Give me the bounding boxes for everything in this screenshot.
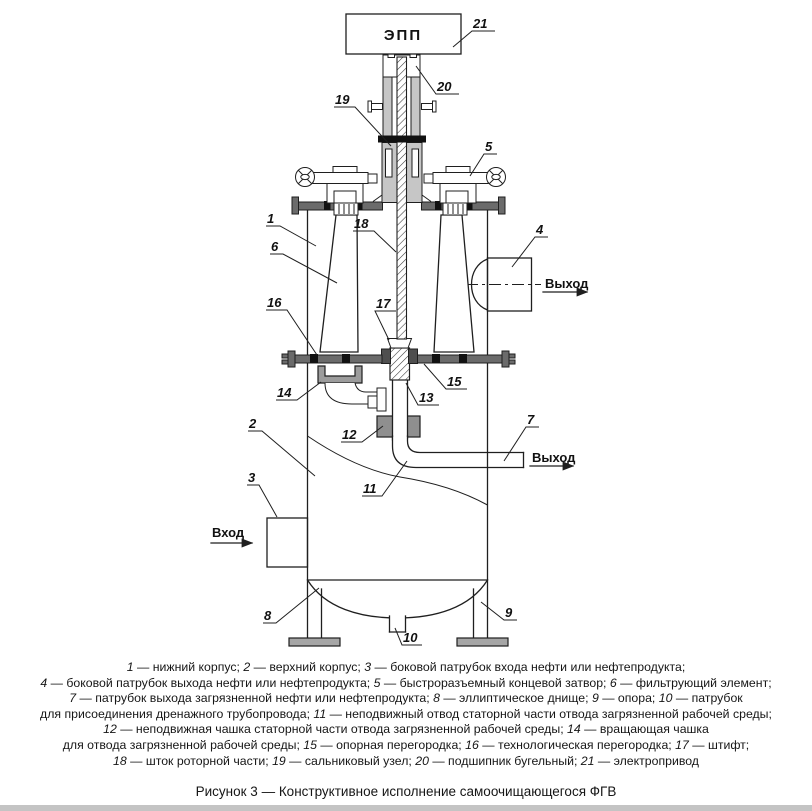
legend-line: для отвода загрязненной рабочей среды; 15 — опорная перегородка; 16 — технологическая перегородка; 17 — штифт; [62, 737, 750, 752]
callout-9: 9 [505, 605, 513, 620]
filter-cone-right [434, 215, 474, 352]
callout-11: 11 [363, 481, 377, 496]
figure-caption: Рисунок 3 — Конструктивное исполнение самоочищающегося ФГВ [195, 784, 617, 799]
outlet-top-flow-label: Выход [545, 276, 589, 291]
callout-6: 6 [271, 239, 279, 254]
callout-5: 5 [485, 139, 493, 154]
hub-bearing-right [409, 349, 418, 364]
legend-line: 12 — неподвижная чашка статорной части отвода загрязненной рабочей среды; 14 — вращающая чашка [103, 722, 709, 737]
rotating-cup-elbow [325, 383, 386, 411]
callout-2: 2 [249, 416, 257, 431]
callout-16: 16 [267, 295, 282, 310]
callout-1: 1 [267, 211, 275, 226]
legend-line: для присоединения дренажного трубопровода; 11 — неподвижный отвод статорной части отвода загрязненной рабочей среды; [40, 706, 772, 721]
callout-19: 19 [335, 92, 350, 107]
pin-cap [388, 339, 412, 349]
filter-cone-left [320, 215, 358, 352]
outlet-side-flow-label: Выход [532, 450, 576, 465]
legend-line: 4 — боковой патрубок выхода нефти или нефтепродукта; 5 — быстроразъемный концевой затвор; 6 — фильтрующий элемент; [40, 675, 772, 690]
callout-21: 21 [473, 16, 488, 31]
callout-4: 4 [536, 222, 544, 237]
support-legs [289, 638, 508, 646]
rotor-hub [382, 339, 418, 381]
callout-20: 20 [437, 79, 452, 94]
side-pin-left [371, 104, 383, 110]
legend [0, 660, 812, 769]
dirty-outlet-pipe [393, 436, 524, 468]
rotating-cup [318, 366, 362, 383]
handwheel-right-icon [487, 168, 506, 187]
rotor-shaft [397, 57, 407, 339]
callout-14: 14 [277, 385, 292, 400]
callout-17: 17 [376, 296, 391, 311]
electric-drive [346, 14, 461, 54]
outlet-nozzle-top [466, 258, 541, 311]
callout-12: 12 [342, 427, 357, 442]
callout-13: 13 [419, 390, 434, 405]
central-drain-pipe [393, 380, 408, 440]
callout-10: 10 [403, 630, 418, 645]
callout-15: 15 [447, 374, 462, 389]
legend-line: 1 — нижний корпус; 2 — верхний корпус; 3 — боковой патрубок входа нефти или нефтепродукта; [126, 660, 686, 674]
side-pin-right [422, 104, 434, 110]
callout-8: 8 [264, 608, 272, 623]
callout-3: 3 [248, 470, 256, 485]
gland-slot-left [386, 149, 393, 177]
callout-18: 18 [354, 216, 369, 231]
drain-nozzle [390, 612, 406, 632]
inlet-nozzle [267, 518, 308, 567]
legend-line: 18 — шток роторной части; 19 — сальниковый узел; 20 — подшипник бугельный; 21 — электропривод [113, 753, 699, 768]
motor-label: ЭПП [383, 27, 423, 44]
scan-edge-strip [0, 805, 812, 811]
hub-bearing-left [382, 349, 391, 364]
gland-slot-right [412, 149, 419, 177]
handwheel-left-icon [296, 168, 315, 187]
legend-line: 7 — патрубок выхода загрязненной нефти или нефтепродукта; 8 — эллиптическое днище; 9 — опора; 10 — патрубок [69, 691, 743, 706]
callout-7: 7 [527, 412, 535, 427]
inlet-flow-label: Вход [212, 525, 245, 540]
